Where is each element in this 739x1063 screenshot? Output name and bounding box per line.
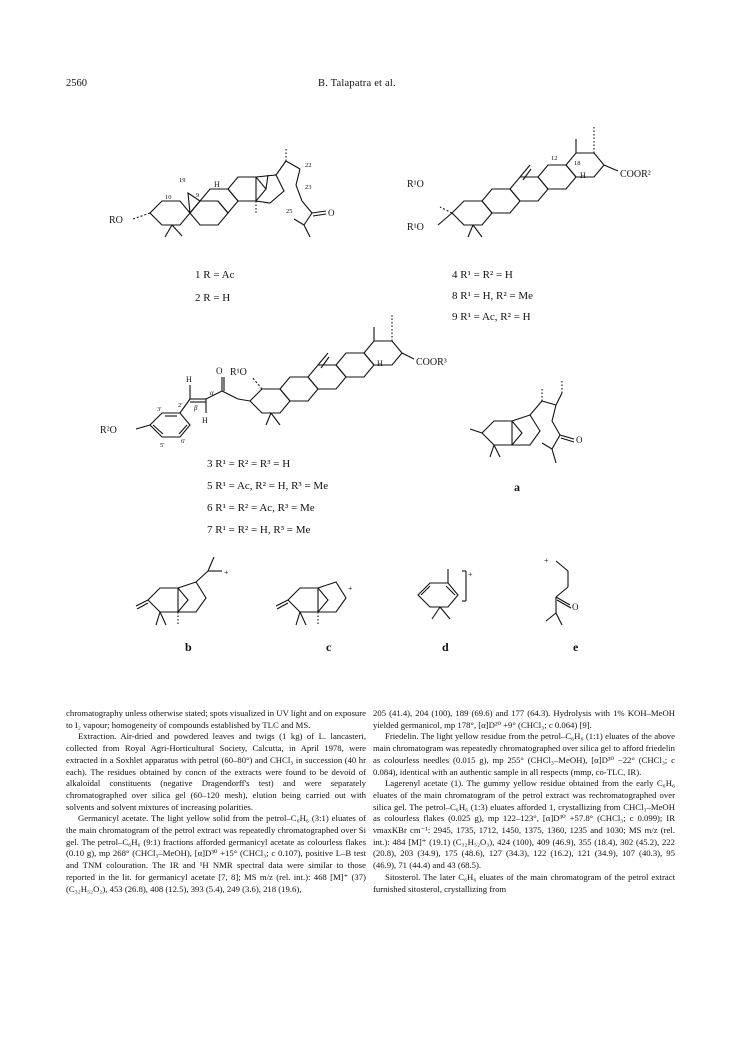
structure-4-8-9 — [407, 125, 651, 237]
label-e: e — [573, 640, 579, 654]
ketone-o-label: O — [572, 602, 579, 612]
structure-3-5-6-7 — [100, 313, 447, 449]
cation-plus-label: + — [468, 570, 473, 579]
running-header-authors: B. Talapatra et al. — [318, 78, 396, 89]
h-vinyl-bottom-label: H — [202, 416, 208, 425]
r1o-top-label: R¹O — [407, 179, 424, 190]
paragraph-friedelin: Friedelin. The light yellow residue from the petrol–C₆H₆ (1:1) eluates of the above main chromatogram was repeatedly chromatographed over silica gel to afford friedelin as colourless needles (0.015 g), mp 255° (CHCl₃–MeOH), [α]D³⁰ −22° (CHCl₃; c 0.084), identical with an authentic sample in all respects (mmp, co-TLC, IR). — [373, 731, 675, 777]
structures-figure — [0, 95, 739, 685]
ro-label: RO — [109, 215, 123, 226]
fragment-e — [544, 556, 579, 625]
c25-label: 25 — [286, 208, 293, 215]
c23-label: 23 — [305, 184, 312, 191]
page-number: 2560 — [66, 78, 87, 89]
paragraph-lagerenyl-acetate: Lagerenyl acetate (1). The gummy yellow residue obtained from the early C₆H₆ eluates of the main chromatogram of the petrol extract was rechromatographed over silica gel. The petrol–C₆H₆ (1:3) eluates afforded 1, crystallizing from CHCl₃–MeOH as colourless flakes (0.025 g), mp 122–123°, [α]D³⁰ +57.8° (CHCl₃; c 0.099); IR νmaxKBr cm⁻¹: 2945, 1735, 1712, 1450, 1375, 1360, 1235 and 1030; MS m/z (rel. int.): 484 [M]⁺ (19.1) (C₃₂H₅₂O₃), 424 (100), 409 (46.9), 355 (18.4), 302 (45.2), 222 (20.8), 203 (34.9), 175 (48.6), 127 (34.3), 122 (16.2), 121 (34.9), 107 (40.3), 95 (46.9), 71 (44.4) and 43 (68.5). — [373, 778, 675, 871]
h-label: H — [377, 359, 383, 368]
alpha-label: α — [210, 389, 214, 397]
coor2-label: COOR² — [620, 169, 651, 180]
ester-o-label: O — [216, 366, 223, 376]
beta-label: β — [194, 404, 198, 412]
fragment-b — [136, 557, 229, 625]
label-7: 7 R¹ = R² = H, R³ = Me — [207, 524, 311, 536]
label-c: c — [326, 640, 332, 654]
h-label: H — [214, 180, 220, 189]
cation-plus-label: + — [348, 584, 353, 593]
r2o-label: R²O — [100, 425, 117, 436]
c12-label: 12 — [551, 155, 558, 162]
c6prime-label: 6′ — [181, 438, 186, 445]
paragraph-extraction: Extraction. Air-dried and powdered leaves and twigs (1 kg) of L. lancasteri, collected from Royal Agri-Horticultural Society, Calcutta, in April 1978, were extracted in a Soxhlet apparatus with petrol (60–80°) and CHCl₃ in succession (40 hr each). The residues obtained by concn of the extracts were found to be devoid of alkaloidal constituents (negative Dragendorff's test) and were separately chromatographed over silica gel (60–120 mesh), elution being carried out with solvents and solvent mixtures of increasing polarities. — [66, 731, 366, 812]
c18-label: 18 — [574, 160, 581, 167]
label-8: 8 R¹ = H, R² = Me — [452, 290, 534, 302]
fragment-d — [418, 569, 473, 619]
paragraph-sitosterol: Sitosterol. The later C₆H₆ eluates of the main chromatogram of the petrol extract furnished sitosterol, crystallizing from — [373, 871, 675, 894]
r1o-bottom-label: R¹O — [407, 222, 424, 233]
label-1: 1 R = Ac — [195, 269, 235, 281]
c2prime-label: 2′ — [178, 402, 183, 409]
label-a: a — [514, 480, 520, 494]
label-d: d — [442, 640, 449, 654]
right-column — [373, 708, 675, 895]
label-9: 9 R¹ = Ac, R² = H — [452, 311, 531, 323]
label-6: 6 R¹ = R² = Ac, R³ = Me — [207, 502, 315, 514]
label-3: 3 R¹ = R² = R³ = H — [207, 458, 291, 470]
label-2: 2 R = H — [195, 292, 231, 304]
left-column — [66, 708, 366, 895]
c10-label: 10 — [165, 194, 172, 201]
r1o-ester-label: R¹O — [230, 367, 247, 378]
structure-1-2 — [109, 147, 335, 237]
c22-label: 22 — [305, 162, 312, 169]
label-4: 4 R¹ = R² = H — [452, 269, 513, 281]
c9-label: 9 — [196, 192, 200, 199]
h-vinyl-top-label: H — [186, 375, 192, 384]
paragraph: 205 (41.4), 204 (100), 189 (69.6) and 177 (64.3). Hydrolysis with 1% KOH–MeOH yielded germanicol, mp 178°, [α]D²⁰ +9° (CHCl₃; c 0.064) [9]. — [373, 708, 675, 730]
fragment-c — [276, 582, 353, 625]
ketone-o-label: O — [576, 435, 583, 445]
coor3-label: COOR³ — [416, 357, 447, 368]
c3prime-label: 3′ — [157, 406, 162, 413]
c5prime-label: 5′ — [160, 442, 165, 449]
paragraph: chromatography unless otherwise stated; spots visualized in UV light and on exposure to I₂ vapour; homogeneity of compounds established by TLC and MS. — [66, 708, 366, 730]
label-b: b — [185, 640, 192, 654]
cation-plus-label: + — [544, 556, 549, 565]
c19-label: 19 — [179, 177, 186, 184]
h-label: H — [580, 171, 586, 180]
label-5: 5 R¹ = Ac, R² = H, R³ = Me — [207, 480, 329, 492]
paragraph-germanicyl-acetate: Germanicyl acetate. The light yellow solid from the petrol–C₆H₆ (3:1) eluates of the main chromatogram of the petrol extract was repeatedly chromatographed over Si gel. The petrol–C₆H₆ (9:1) fractions afforded germanicyl acetate as colourless flakes (0.10 g), mp 268° (CHCl₃–MeOH), [α]D³⁰ +15° (CHCl₃; c 0.107), positive L–B test and TNM colouration. The IR and ¹H NMR spectral data were similar to those reported in the lit. for germanicyl acetate [7, 8]; MS m/z (rel. int.): 468 [M]⁺ (37) (C₃₂H₅₂O₂), 453 (26.8), 408 (12.5), 393 (5.4), 249 (3.6), 218 (19.6), — [66, 813, 366, 894]
fragment-a — [470, 381, 583, 463]
chemical-structures — [0, 95, 739, 685]
ketone-o-label: O — [328, 208, 335, 218]
cation-plus-label: + — [224, 568, 229, 577]
